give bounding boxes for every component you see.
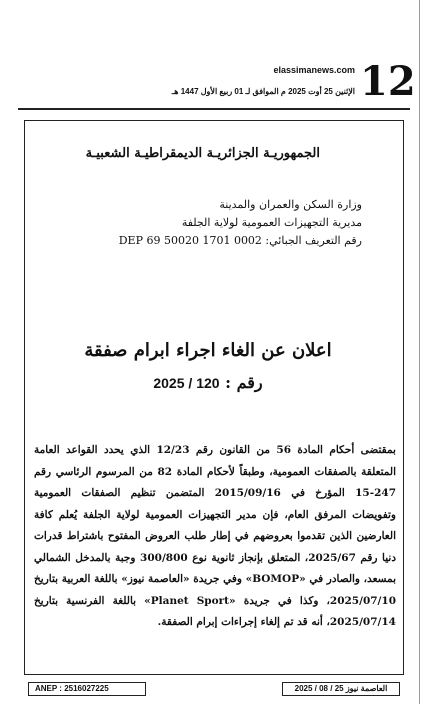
anep-reference: ANEP : 2516027225 (28, 682, 146, 696)
dateline: الإثنين 25 أوت 2025 م الموافق لـ 01 ربيع الأول 1447 هـ (171, 87, 355, 96)
ministry-line: وزارة السكن والعمران والمدينة (219, 198, 362, 211)
footer (24, 680, 404, 700)
page-edge-line (419, 0, 420, 704)
number-value: 120 / 2025 (153, 375, 220, 391)
notice-title: اعلان عن الغاء اجراء ابرام صفقة (84, 340, 332, 361)
page-number: 12 (360, 58, 416, 105)
republic-heading: الجمهوريـة الجزائريـة الديمقراطيـة الشعبيـة (85, 146, 320, 161)
header-rule (18, 108, 410, 110)
tax-id-line: رقم التعريف الجبائي: DEP 69 50020 1701 0002 (118, 234, 362, 247)
footer-paper-date: العاصمة نيوز 25 / 08 / 2025 (282, 682, 400, 696)
ministry-block (30, 196, 362, 250)
number-label: رقم : (225, 373, 263, 392)
notice-number (30, 373, 386, 392)
directorate-line: مديرية التجهيزات العمومية لولاية الجلفة (181, 216, 362, 229)
site-url: elassimanews.com (273, 65, 355, 75)
notice-body: بمقتضى أحكام المادة 56 من القانون رقم 12/23 الذي يحدد القواعد العامة المتعلقة بالصفقات العمومية، وطبقاً لأحكام المادة 82 من المرسوم الرئاسي رقم 247-15 المؤرخ في 2015/09/16 المتضمن تنظيم الصفقات العمومية وتفويضات المرفق العام، فإن مدير التجهيزات العمومية لولاية الجلفة يُعلم كافة العارضين الذين تقدموا بعروضهم في إطار طلب العروض المفتوح باشتراط قدرات دنيا رقم 2025/67، المتعلق بإنجاز ثانوية نوع 300/800 وجبة بالمدخل الشمالي بمسعد، والصادر في «BOMOP» وفي جريدة «العاصمة نيوز» باللغة العربية بتاريخ 2025/07/10، وكذا في جريدة «Planet Sport» باللغة الفرنسية بتاريخ 2025/07/14، أنه قد تم إلغاء إجراءات إبرام الصفقة. (34, 444, 397, 628)
